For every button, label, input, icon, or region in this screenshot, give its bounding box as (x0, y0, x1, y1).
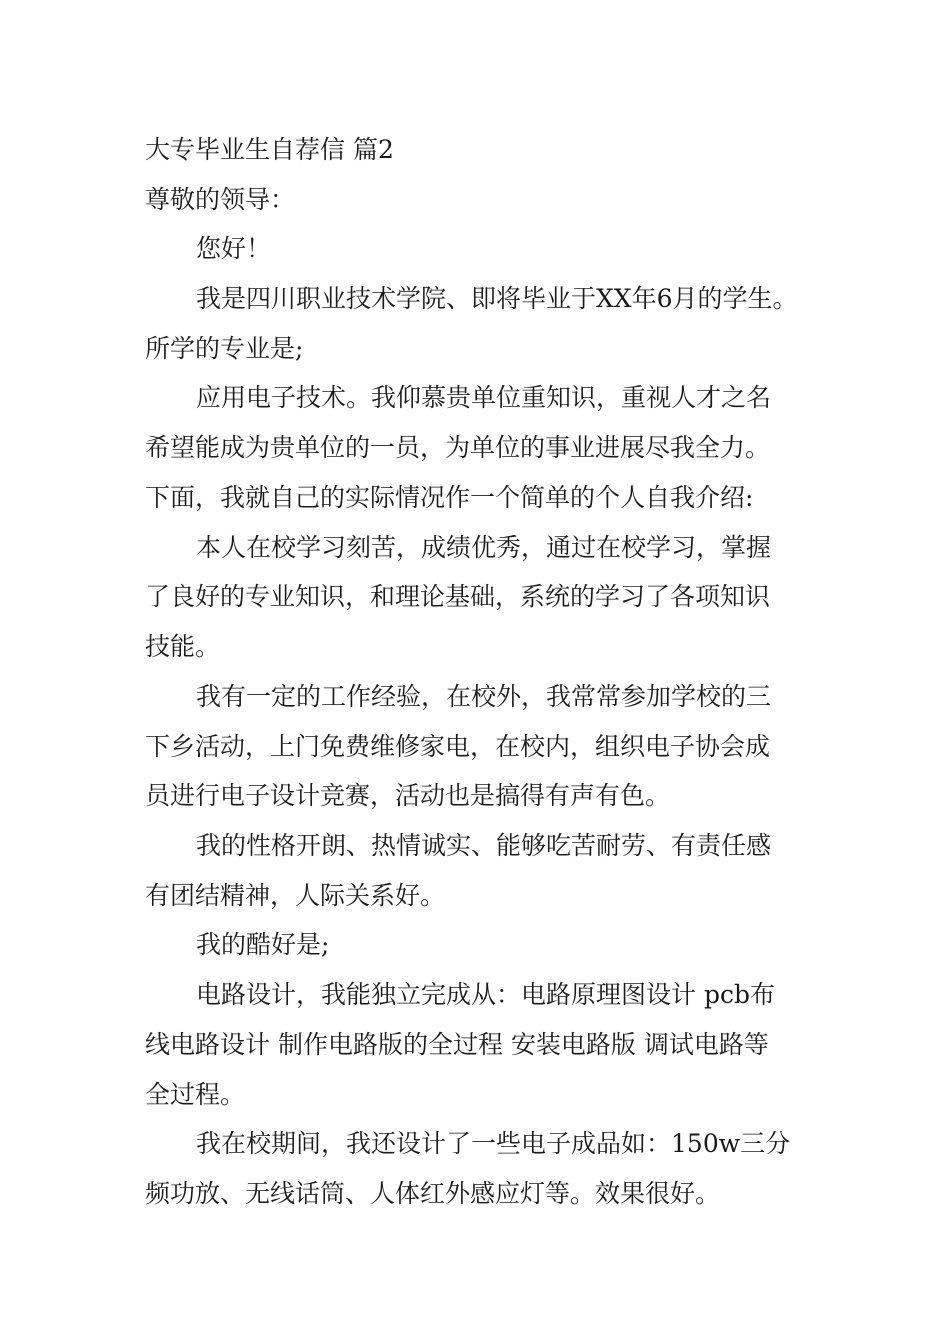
salutation: 尊敬的领导： (145, 185, 296, 214)
body-line: 所学的专业是; (145, 334, 304, 363)
body-line: 我在校期间，我还设计了一些电子成品如：150w三分 (196, 1129, 791, 1158)
body-line: 下面，我就自己的实际情况作一个简单的个人自我介绍: (145, 483, 754, 512)
body-line: 我是四川职业技术学院、即将毕业于XX年6月的学生。 (196, 284, 798, 313)
greeting: 您好！ (196, 234, 272, 263)
body-line: 了良好的专业知识，和理论基础，系统的学习了各项知识 (145, 582, 771, 611)
body-line: 本人在校学习刻苦，成绩优秀，通过在校学习，掌握 (196, 533, 772, 562)
body-line: 线电路设计 制作电路版的全过程 安装电路版 调试电路等 (145, 1030, 769, 1059)
body-line: 希望能成为贵单位的一员，为单位的事业进展尽我全力。 (145, 433, 771, 462)
body-line: 应用电子技术。我仰慕贵单位重知识，重视人才之名 (196, 383, 772, 412)
body-line: 频功放、无线话筒、人体红外感应灯等。效果很好。 (145, 1179, 721, 1208)
body-line: 全过程。 (145, 1080, 246, 1109)
body-line: 下乡活动，上门免费维修家电，在校内，组织电子协会成 (145, 732, 771, 761)
body-line: 有团结精神，人际关系好。 (145, 881, 446, 910)
body-line: 电路设计，我能独立完成从：电路原理图设计 pcb布 (196, 980, 775, 1009)
body-line: 我的酷好是; (196, 930, 330, 959)
document-title: 大专毕业生自荐信 篇2 (145, 135, 394, 164)
body-line: 我有一定的工作经验，在校外，我常常参加学校的三 (196, 682, 772, 711)
body-line: 我的性格开朗、热情诚实、能够吃苦耐劳、有责任感 (196, 831, 772, 860)
body-line: 技能。 (145, 632, 221, 661)
body-line: 员进行电子设计竞赛，活动也是搞得有声有色。 (145, 781, 671, 810)
